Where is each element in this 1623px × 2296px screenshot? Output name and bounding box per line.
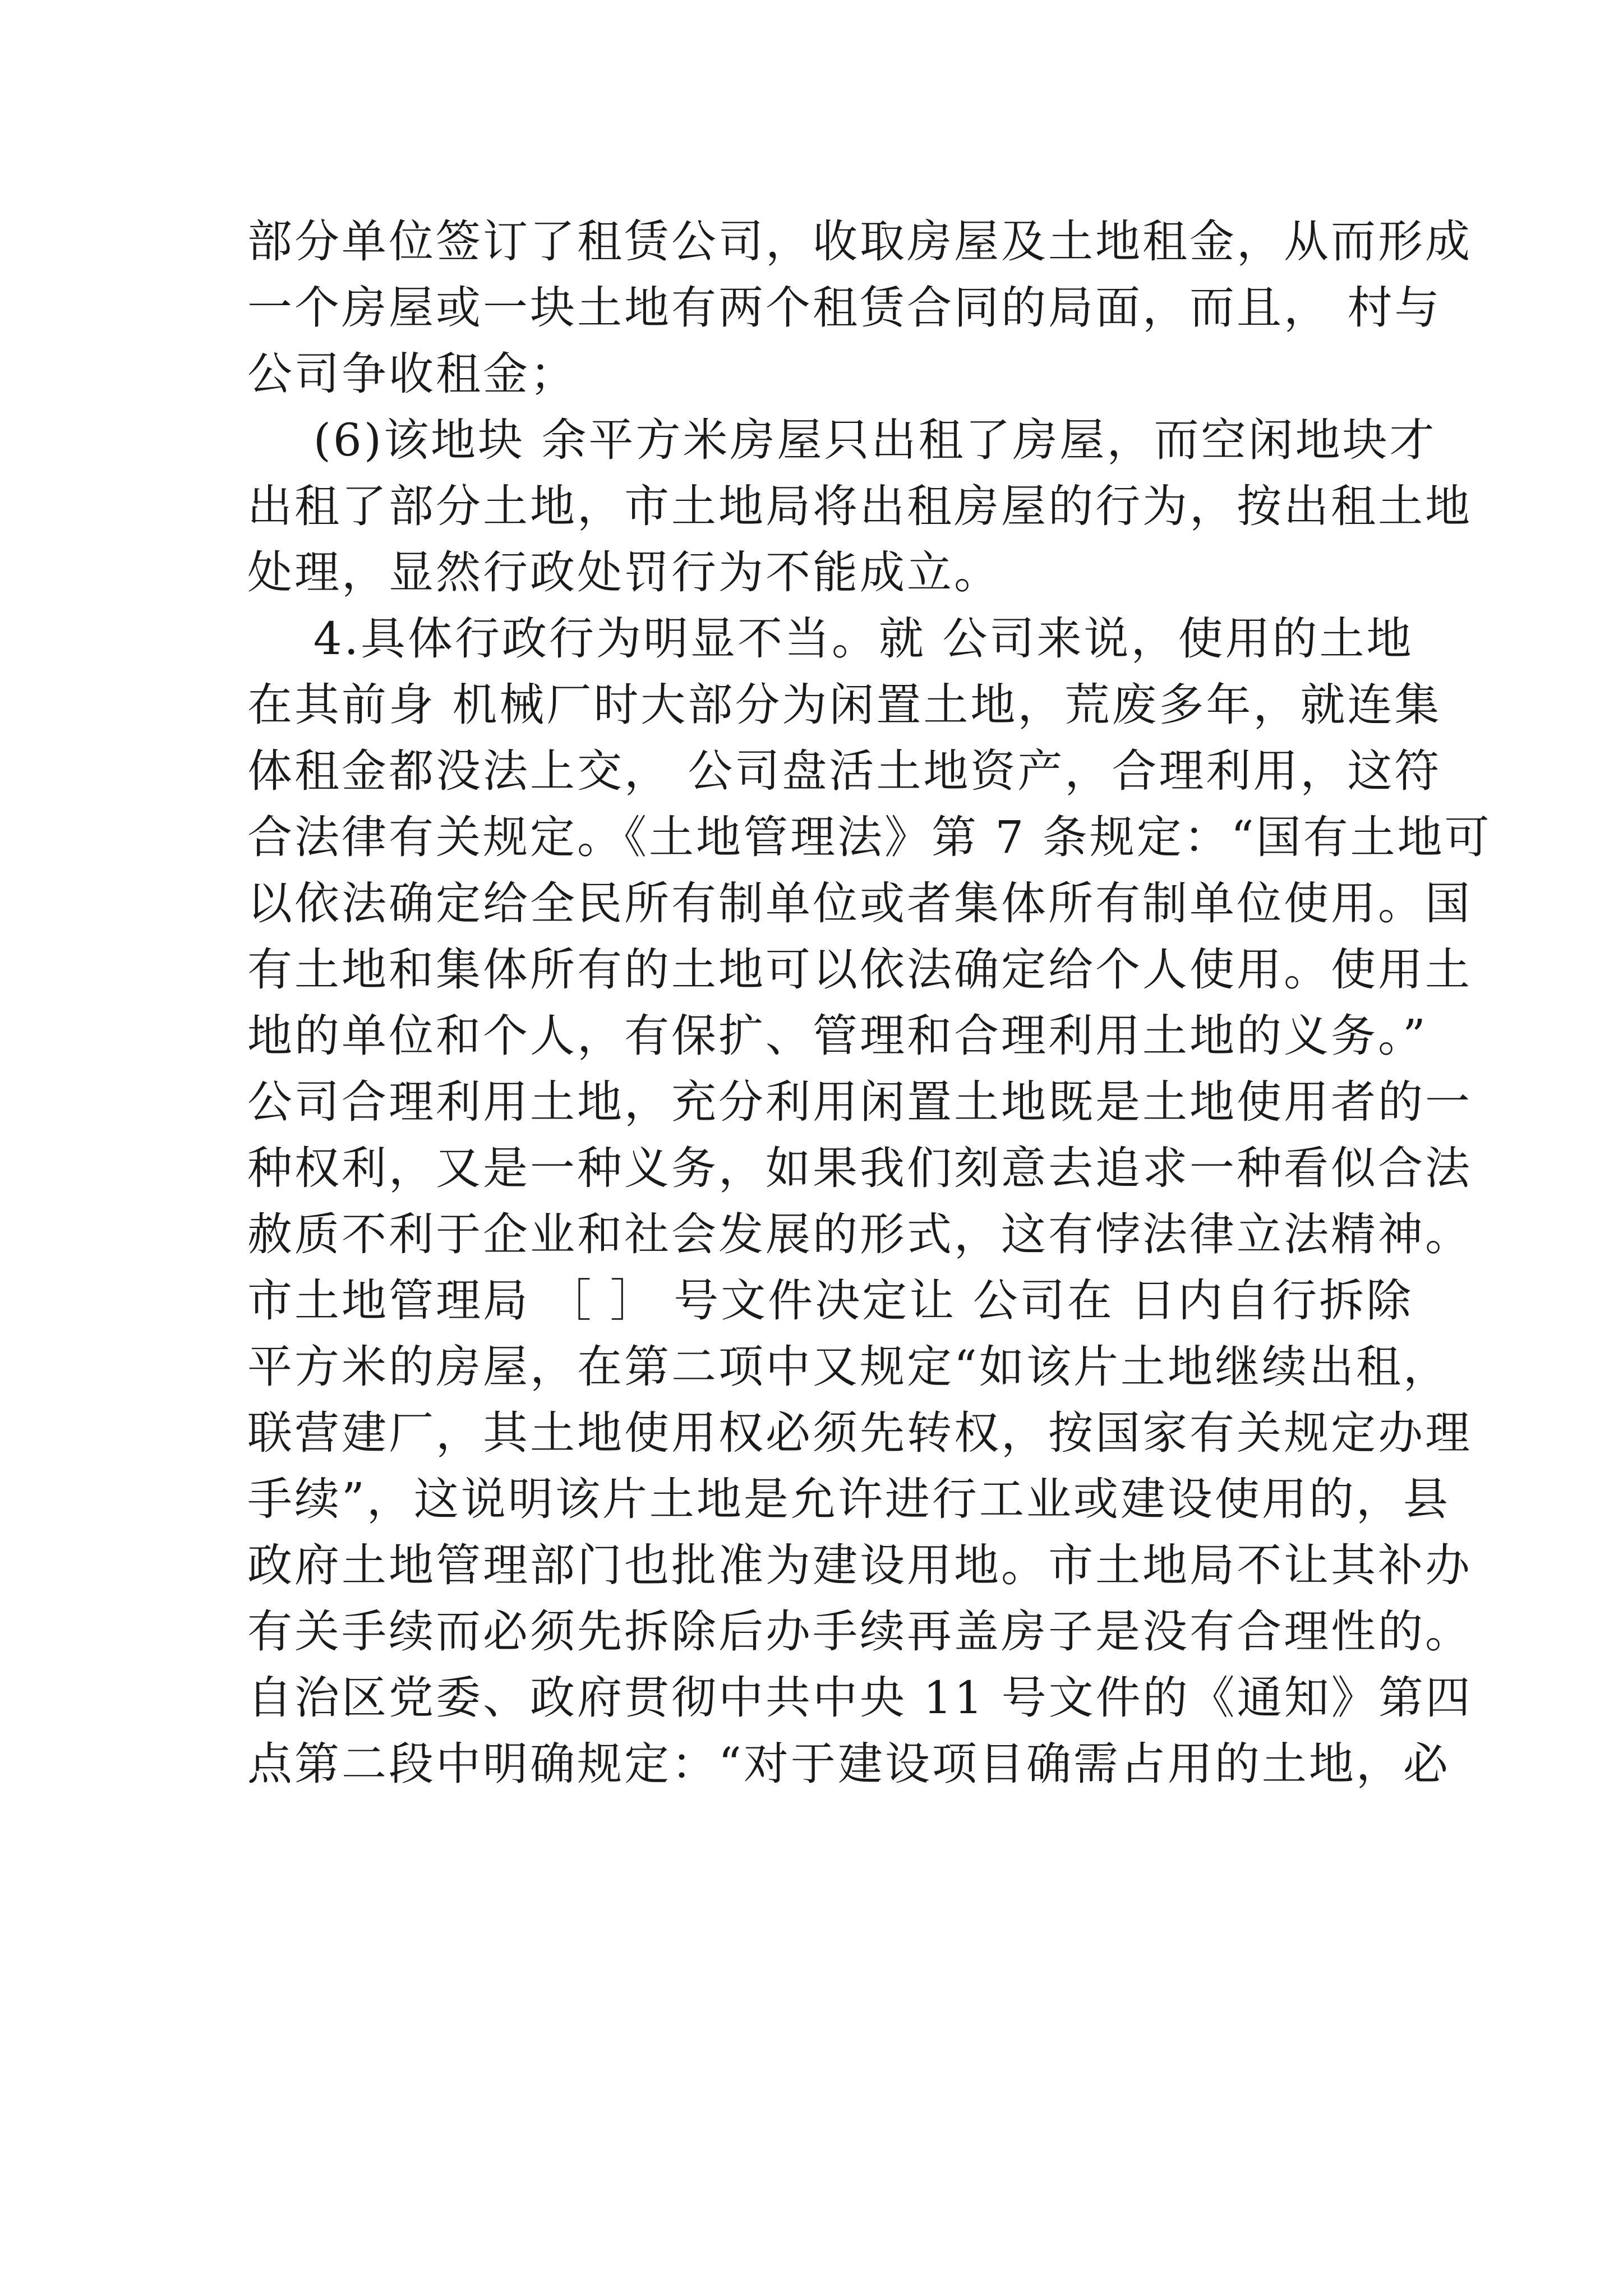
text-line: 市土地管理局 ［ ］ 号文件决定让 公司在 日内自行拆除 bbox=[247, 1274, 1414, 1327]
text-line: 公司合理利用土地，充分利用闲置土地既是土地使用者的一 bbox=[247, 1076, 1472, 1128]
text-line: 有土地和集体所有的土地可以依法确定给个人使用。使用土 bbox=[247, 944, 1472, 996]
text-line: 自治区党委、政府贯彻中共中央 11 号文件的《通知》第四 bbox=[247, 1672, 1473, 1724]
text-line: 一个房屋或一块土地有两个租赁合同的局面，而且， 村与 bbox=[247, 282, 1442, 334]
body-text bbox=[247, 209, 1492, 1797]
text-line: 合法律有关规定。《土地管理法》第 7 条规定：“国有土地可 bbox=[247, 811, 1492, 863]
text-line: 处理，显然行政处罚行为不能成立。 bbox=[247, 546, 1001, 599]
text-line: 体租金都没法上交， 公司盘活土地资产，合理利用，这符 bbox=[247, 745, 1442, 797]
text-line: 公司争收租金； bbox=[247, 348, 577, 400]
text-line: (6)该地块 余平方米房屋只出租了房屋，而空闲地块才 bbox=[247, 414, 1437, 466]
text-line: 政府土地管理部门也批准为建设用地。市土地局不让其补办 bbox=[247, 1539, 1472, 1591]
text-line: 有关手续而必须先拆除后办手续再盖房子是没有合理性的。 bbox=[247, 1605, 1472, 1658]
text-line: 在其前身 机械厂时大部分为闲置土地，荒废多年，就连集 bbox=[247, 679, 1442, 731]
text-line: 点第二段中明确规定：“对于建设项目确需占用的土地，必 bbox=[247, 1738, 1450, 1790]
text-line: 地的单位和个人，有保扩、管理和合理利用土地的义务。” bbox=[247, 1010, 1428, 1062]
text-line: 赦质不利于企业和社会发展的形式，这有悖法律立法精神。 bbox=[247, 1208, 1472, 1260]
text-line: 手续”，这说明该片土地是允许进行工业或建设使用的，县 bbox=[247, 1473, 1450, 1525]
text-line: 联营建厂，其土地使用权必须先转权，按国家有关规定办理 bbox=[247, 1407, 1472, 1459]
text-line: 4.具体行政行为明显不当。就 公司来说，使用的土地 bbox=[247, 613, 1414, 665]
text-line: 平方米的房屋，在第二项中又规定“如该片土地继续出租， bbox=[247, 1341, 1450, 1393]
text-line: 以依法确定给全民所有制单位或者集体所有制单位使用。国 bbox=[247, 877, 1472, 930]
text-line: 出租了部分土地，市土地局将出租房屋的行为，按出租土地 bbox=[247, 480, 1472, 532]
text-line: 部分单位签订了租赁公司，收取房屋及土地租金，从而形成 bbox=[247, 215, 1472, 268]
text-line: 种权利，又是一种义务，如果我们刻意去追求一种看似合法 bbox=[247, 1142, 1472, 1194]
